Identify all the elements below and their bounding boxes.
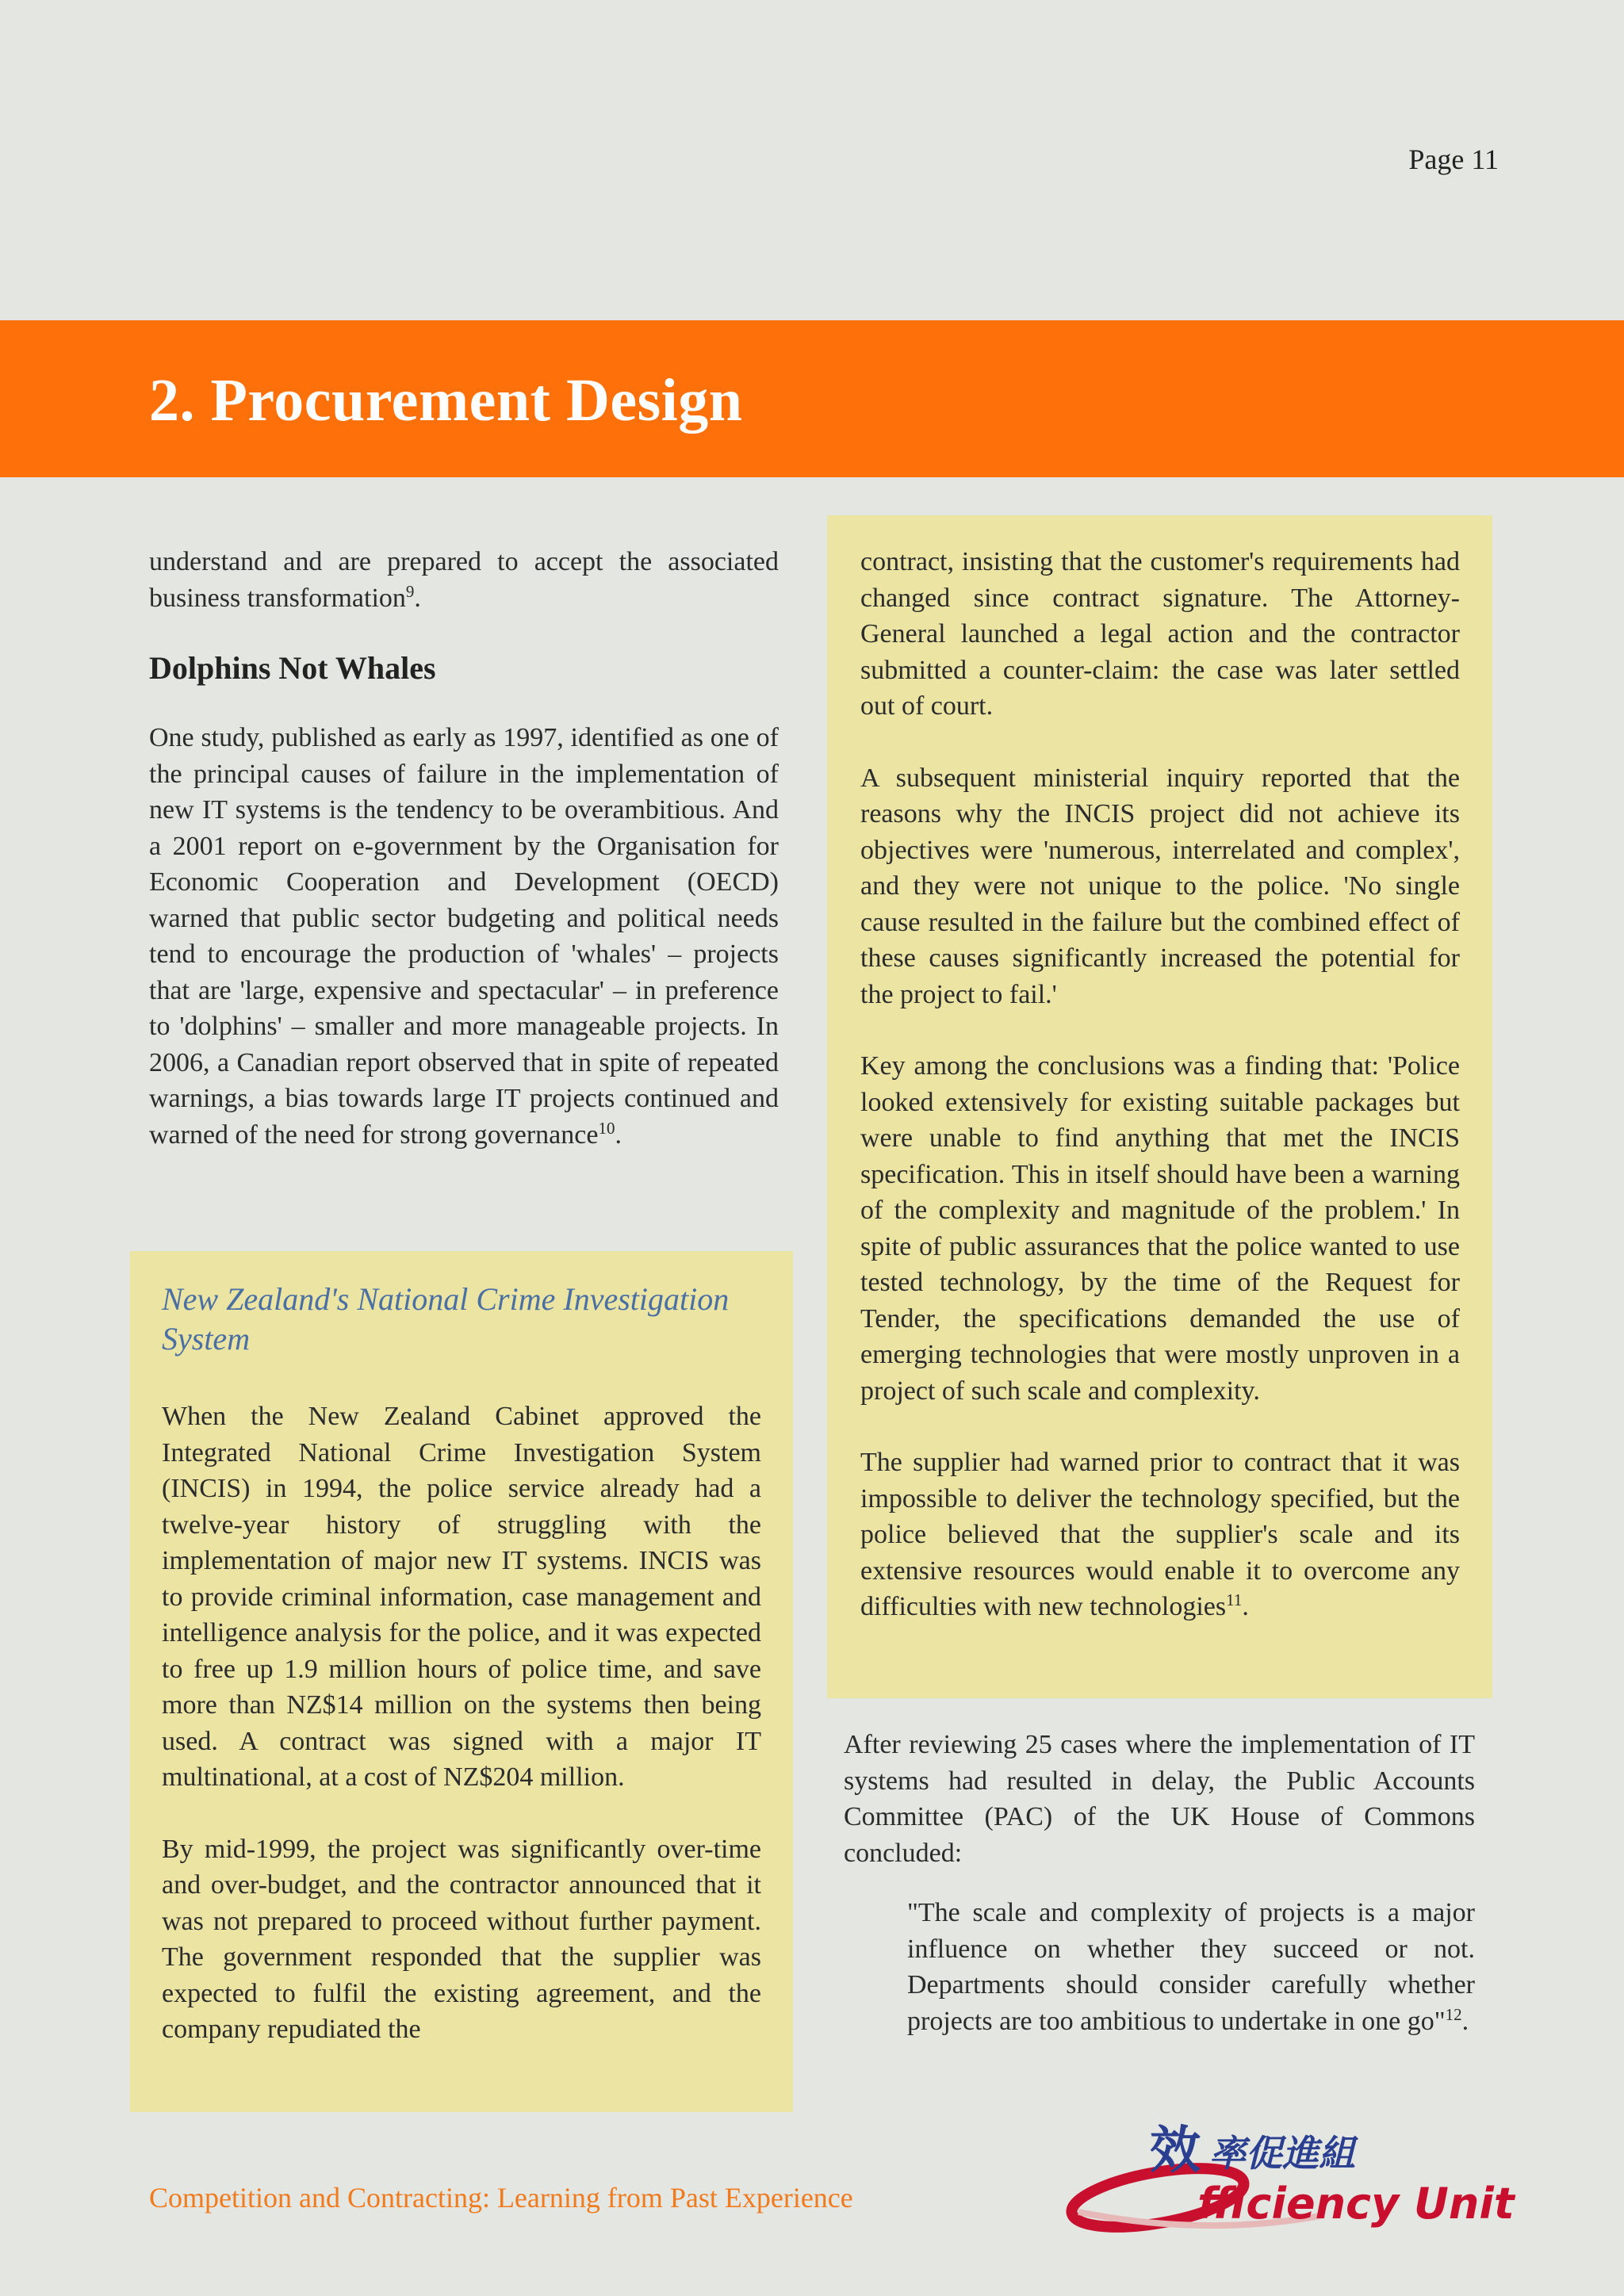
section-title: 2. Procurement Design: [149, 367, 743, 434]
right-paragraph-1: After reviewing 25 cases where the implementation of IT systems had resulted in delay, the Public Accounts Committee (PAC) of the UK House of Commons concluded:: [844, 1730, 1475, 1868]
footnote-ref-10[interactable]: 10: [598, 1118, 615, 1138]
logo-chinese-rest: 率促進組: [1209, 2132, 1355, 2175]
right-column-text: [844, 1727, 1475, 1871]
subheading-dolphins: Dolphins Not Whales: [149, 650, 436, 686]
logo-english-text: fficiency Unit: [1197, 2179, 1515, 2229]
left-paragraph-2-text: One study, published as early as 1997, identified as one of the principal causes of failure in the implementation of new IT systems is the tendency to be overambitious. And a 2001 report on e-government by the Organisation for Economic Cooperation and Development (OECD) warned that public sector budgeting and political needs tend to encourage the production of 'whales' – projects that are 'large, expensive and spectacular' – in preference to 'dolphins' – smaller and more manageable projects. In 2006, a Canadian report observed that in spite of repeated warnings, a bias towards large IT projects continued and warned of the need for strong governance: [149, 723, 779, 1150]
case-paragraph-5: Key among the conclusions was a finding that: 'Police looked extensively for existing suitable packages but were unable to find anything that met the INCIS specification. This in itself should have been a warning of the complexity and magnitude of the problem.' In spite of public assurances that the police wanted to use tested technology, by the time of the Request for Tender, the specifications demanded the use of emerging technologies that were mostly unproven in a project of such scale and complexity.: [860, 1051, 1460, 1406]
case-paragraph-1: When the New Zealand Cabinet approved the Integrated National Crime Investigation System (INCIS) in 1994, the police service already had a twelve-year history of struggling with the implementation of major new IT systems. INCIS was to provide criminal information, case management and intelligence analysis for the police, and it was expected to free up 1.9 million hours of police time, and save more than NZ$14 million on the systems then being used. A contract was signed with a major IT multinational, at a cost of NZ$204 million.: [162, 1402, 761, 1792]
page-number: Page 11: [1408, 144, 1499, 175]
case-study-title: New Zealand's National Crime Investigation System: [162, 1281, 730, 1357]
pac-quote-text: "The scale and complexity of projects is a major influence on whether they succeed or not. Departments should consider carefully whether projects are too ambitious to undertake in one go"$^{12}$.: [907, 1898, 1475, 2036]
footer-title: Competition and Contracting: Learning from Past Experience: [149, 2182, 853, 2214]
footnote-ref-11[interactable]: 11: [1226, 1590, 1243, 1609]
left-paragraph-2: One study, published as early as 1997, identified as one of the principal causes of failure in the implementation of new IT systems is the tendency to be overambitious. And a 2001 report on e-government by the Organisation for Economic Cooperation and Development (OECD) warned that public sector budgeting and political needs tend to encourage the production of 'whales' – projects that are 'large, expensive and spectacular' – in preference to 'dolphins' – smaller and more manageable projects. In 2006, a Canadian report observed that in spite of repeated warnings, a bias towards large IT projects continued and warned of the need for strong governance$^{10}$.: [149, 723, 779, 1150]
section-banner: [0, 320, 1624, 477]
left-paragraph-1-text: understand and are prepared to accept the associated business transformation: [149, 547, 779, 613]
case-paragraph-6-text: The supplier had warned prior to contract that it was impossible to deliver the technology specified, but the police believed that the supplier's scale and its extensive resources would enable it to overcome any difficulties with new technologies: [860, 1448, 1460, 1621]
footnote-ref-12[interactable]: 12: [1445, 2004, 1462, 2024]
case-paragraph-2: By mid-1999, the project was significantly over-time and over-budget, and the contractor announced that it was not prepared to proceed without further payment. The government responded that the supplier was expected to fulfil the existing agreement, and the company repudiated the: [162, 1834, 761, 2044]
left-paragraph-1: understand and are prepared to accept the associated business transformation$^9$.: [149, 547, 779, 613]
case-study-box-right: [827, 515, 1492, 1698]
pac-quote: [907, 1895, 1475, 2039]
case-study-box-left: [130, 1251, 793, 2112]
case-paragraph-4: A subsequent ministerial inquiry reported that the reasons why the INCIS project did not achieve its objectives were 'numerous, interrelated and complex', and they were not unique to the police. 'No single cause resulted in the failure but the combined effect of these causes significantly increased the potential for the project to fail.': [860, 763, 1460, 1009]
footnote-ref-9[interactable]: 9: [405, 581, 415, 601]
pac-quote-body: "The scale and complexity of projects is a major influence on whether they succeed or not. Departments should consider carefully whether projects are too ambitious to undertake in one go": [907, 1898, 1475, 2036]
logo-chinese-first-char: 效: [1150, 2122, 1201, 2180]
efficiency-unit-logo-graphic: [1063, 2118, 1515, 2245]
left-column: [149, 544, 779, 1153]
efficiency-unit-logo: [1063, 2118, 1515, 2245]
case-paragraph-3: contract, insisting that the customer's requirements had changed since contract signature. The Attorney-General launched a legal action and the contractor submitted a counter-claim: the case was later settled out of court.: [860, 547, 1460, 721]
case-paragraph-6: The supplier had warned prior to contract that it was impossible to deliver the technology specified, but the police believed that the supplier's scale and its extensive resources would enable it to overcome any difficulties with new technologies$^{11}$.: [860, 1448, 1460, 1621]
